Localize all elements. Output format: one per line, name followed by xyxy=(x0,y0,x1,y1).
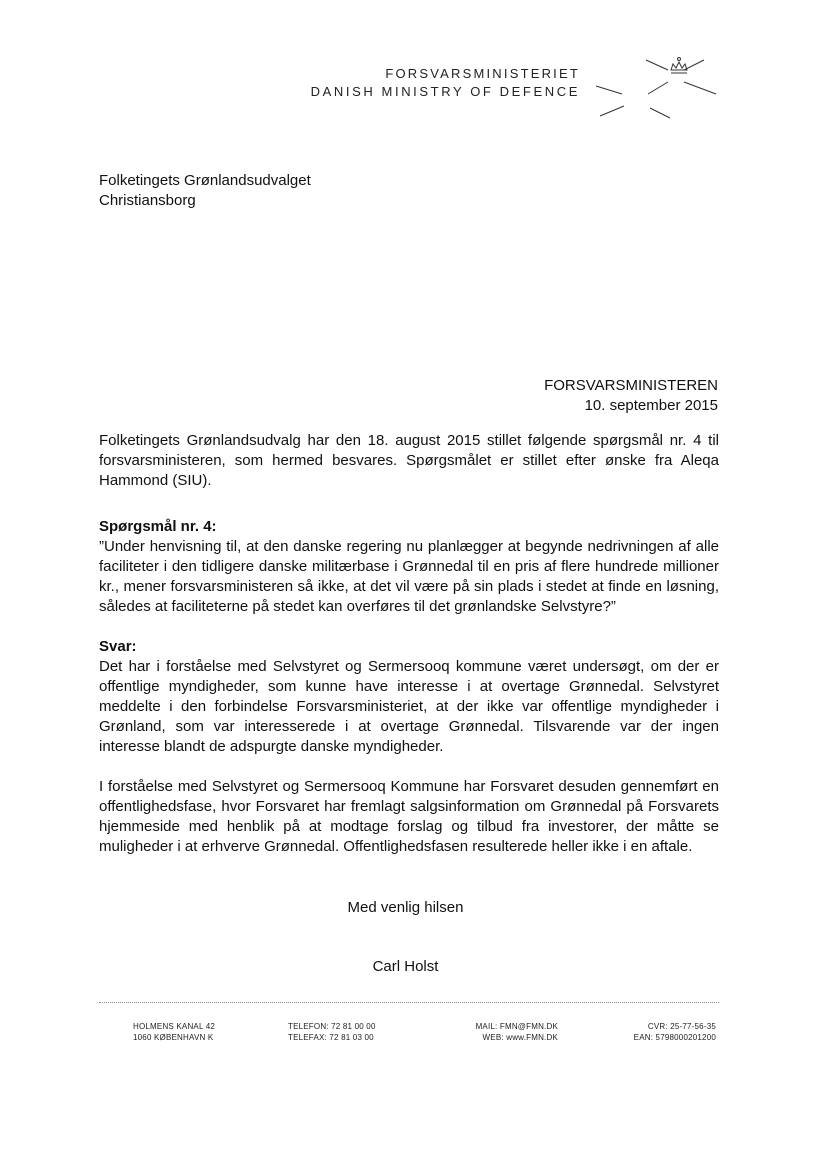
footer-divider xyxy=(99,1002,719,1003)
crown-emblem-icon xyxy=(596,48,726,128)
footer-ean: EAN: 5798000201200 xyxy=(633,1033,716,1042)
question-heading: Spørgsmål nr. 4: xyxy=(99,518,217,535)
footer-city: 1060 KØBENHAVN K xyxy=(133,1033,214,1042)
footer-cvr: CVR: 25-77-56-35 xyxy=(647,1022,716,1031)
footer-mail: MAIL: FMN@FMN.DK xyxy=(475,1022,558,1031)
footer-phone-block xyxy=(288,1021,376,1043)
letterhead xyxy=(270,66,580,100)
letter-date: 10. september 2015 xyxy=(584,397,718,414)
footer-phone: TELEFON: 72 81 00 00 xyxy=(288,1022,376,1031)
footer-fax: TELEFAX: 72 81 03 00 xyxy=(288,1033,374,1042)
signature-name: Carl Holst xyxy=(372,958,439,975)
answer-heading: Svar: xyxy=(99,638,137,655)
question-text: ”Under henvisning til, at den danske regering nu planlægger at begynde nedrivningen af alle faciliteter i den tidligere danske militærbase i Grønnedal til en pris af flere hundrede millioner kr., mener forsvarsministeren så ikke, at det vil være på sin plads i stedet at finde en løsning, således at faciliteterne på stedet kan overføres til det grønlandske Selvstyre?” xyxy=(99,538,719,615)
footer-address xyxy=(133,1021,215,1043)
ministry-name-danish: FORSVARSMINISTERIET xyxy=(385,66,580,81)
recipient-block xyxy=(99,171,311,211)
footer-street: HOLMENS KANAL 42 xyxy=(133,1022,216,1031)
answer-paragraph-2: I forståelse med Selvstyret og Sermersooq Kommune har Forsvaret desuden gennemført en offentlighedsfase, hvor Forsvaret har fremlagt salgsinformation om Grønnedal på Forsvarets hjemmeside med henblik på at modtage forslag og tilbud fra investorer, der måtte se muligheder i at erhverve Grønnedal. Offentlighedsfasen resulterede heller ikke i en aftale. xyxy=(99,778,719,855)
sender-block xyxy=(544,376,718,416)
sender-title: FORSVARSMINISTEREN xyxy=(544,377,718,394)
recipient-committee: Folketingets Grønlandsudvalget xyxy=(99,172,311,189)
recipient-location: Christiansborg xyxy=(99,192,196,209)
closing-greeting: Med venlig hilsen xyxy=(347,899,464,916)
footer-contact-block xyxy=(454,1021,558,1043)
answer-paragraph-1: Det har i forståelse med Selvstyret og Sermersooq kommune været undersøgt, om der er offentlige myndigheder, som kunne have interesse i at overtage Grønnedal. Selvstyret meddelte i den forbindelse Forsvarsministeriet, at der ikke var offentlige myndigheder i Grønland, som var interesserede i at overtage Grønnedal. Tilsvarende var der ingen interesse blandt de adspurgte danske myndigheder. xyxy=(99,658,719,755)
footer-web: WEB: www.FMN.DK xyxy=(482,1033,558,1042)
footer-registration-block xyxy=(620,1021,716,1043)
intro-paragraph: Folketingets Grønlandsudvalg har den 18. august 2015 stillet følgende spørgsmål nr. 4 til forsvarsministeren, som hermed besvares. Spørgsmålet er stillet efter ønske fra Aleqa Hammond (SIU). xyxy=(99,432,719,489)
ministry-name-english: DANISH MINISTRY OF DEFENCE xyxy=(310,84,580,99)
